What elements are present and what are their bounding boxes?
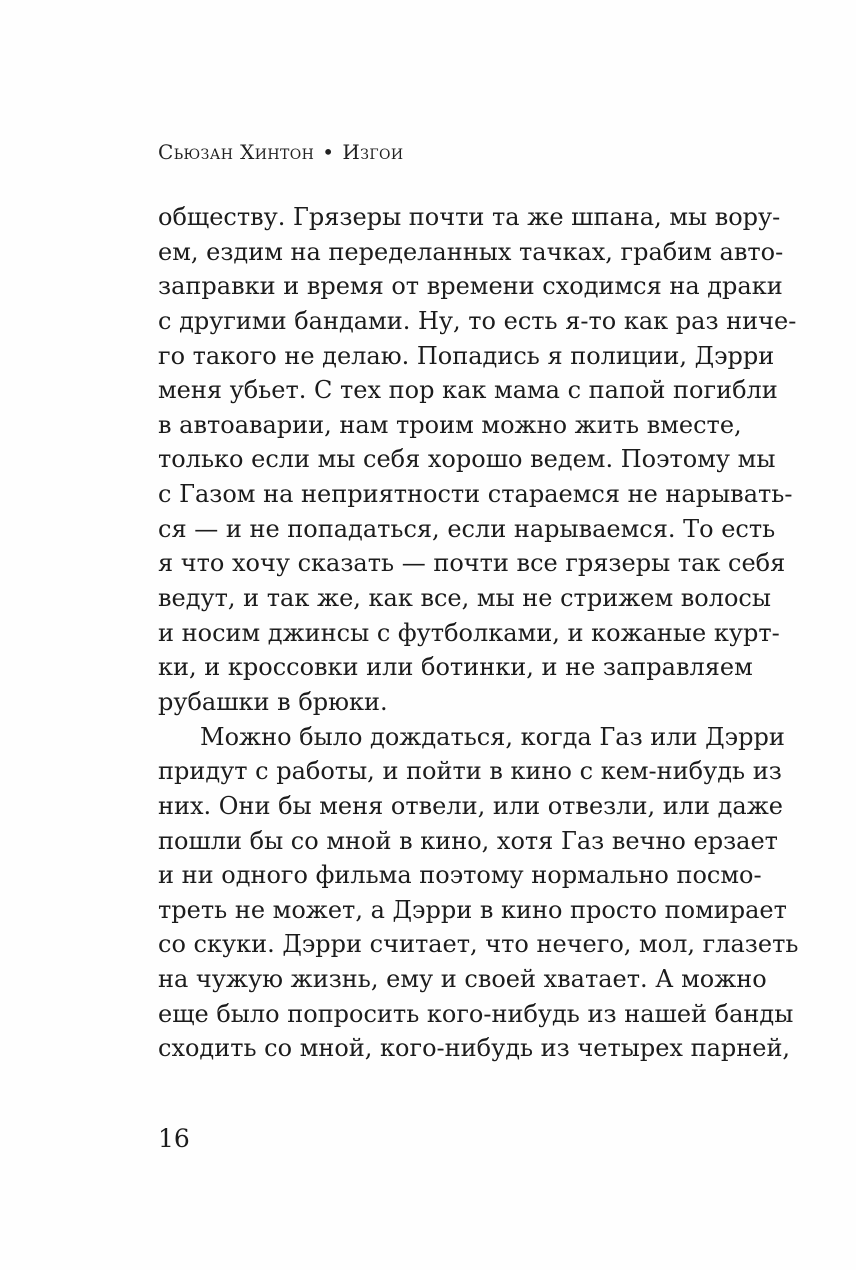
text-line: придут с работы, и пойти в кино с кем-нибудь из: [158, 757, 782, 786]
text-line: и носим джинсы с футболками, и кожаные курт-: [158, 618, 780, 647]
text-line: них. Они бы меня отвели, или отвезли, или даже: [158, 791, 783, 820]
text-line: Можно было дождаться, когда Газ или Дэрри: [200, 722, 785, 751]
text-line: с Газом на неприятности стараемся не нарывать-: [158, 480, 793, 509]
text-line: меня убьет. С тех пор как мама с папой погибли: [158, 376, 778, 405]
text-line: ем, ездим на переделанных тачках, грабим авто-: [158, 237, 784, 266]
text-line: ки, и кроссовки или ботинки, и не заправляем: [158, 653, 753, 682]
text-line: обществу. Грязеры почти та же шпана, мы вору-: [158, 203, 781, 231]
text-line: и ни одного фильма поэтому нормально посмо-: [158, 861, 762, 890]
text-line: на чужую жизнь, ему и своей хватает. А можно: [158, 965, 767, 994]
book-title: Изгои: [342, 140, 404, 164]
text-line: сходить со мной, кого-нибудь из четырех парней,: [158, 1034, 791, 1063]
text-line: го такого не делаю. Попадись я полиции, Дэрри: [158, 341, 775, 370]
header-separator: •: [322, 140, 335, 164]
paragraph: [158, 200, 797, 720]
text-line: ся — и не попадаться, если нарываемся. То есть: [158, 514, 776, 543]
text-line: в автоаварии, нам троим можно жить вместе,: [158, 410, 742, 439]
text-line: только если мы себя хорошо ведем. Поэтому мы: [158, 445, 776, 474]
body-text: [158, 200, 799, 1066]
text-line: я что хочу сказать — почти все грязеры так себя: [158, 549, 786, 578]
text-line: с другими бандами. Ну, то есть я-то как раз ниче-: [158, 306, 797, 335]
page-number: 16: [158, 1124, 190, 1153]
text-line: ведут, и так же, как все, мы не стрижем волосы: [158, 584, 771, 613]
running-head: [158, 140, 404, 164]
text-line: рубашки в брюки.: [158, 687, 388, 716]
text-line: заправки и время от времени сходимся на драки: [158, 272, 783, 301]
text-line: со скуки. Дэрри считает, что нечего, мол, глазеть: [158, 930, 799, 959]
text-line: еще было попросить кого-нибудь из нашей банды: [158, 999, 794, 1028]
text-line: треть не может, а Дэрри в кино просто помирает: [158, 895, 787, 924]
paragraph: [158, 720, 799, 1066]
author-name: Сьюзан Хинтон: [158, 140, 315, 164]
text-line: пошли бы со мной в кино, хотя Газ вечно ерзает: [158, 826, 778, 855]
